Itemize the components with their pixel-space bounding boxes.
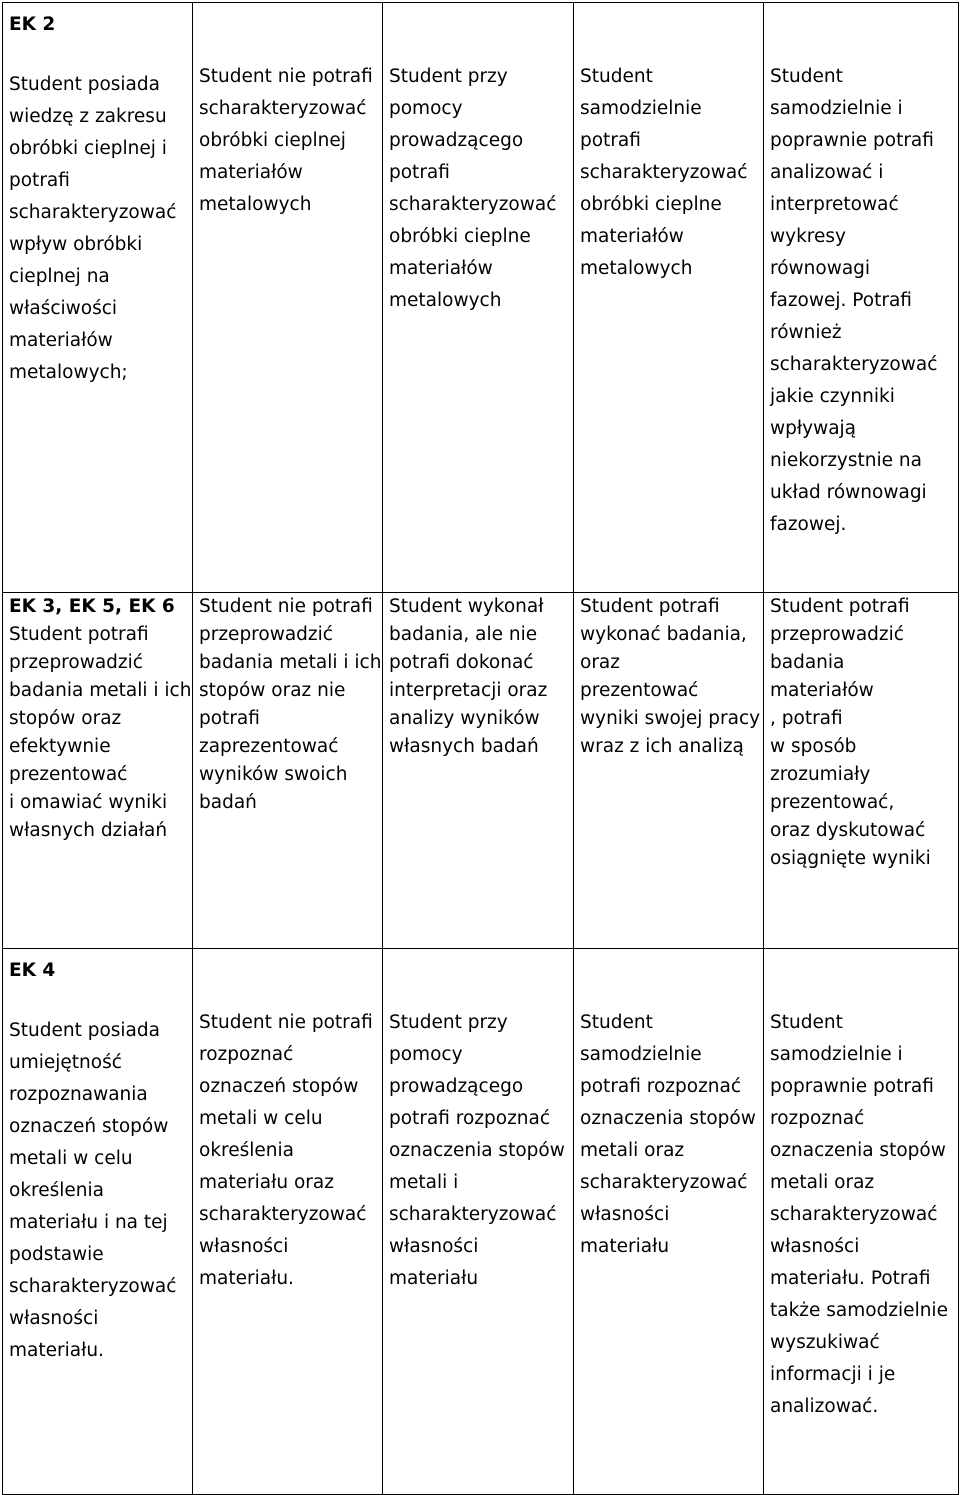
text-line: analizować i bbox=[770, 162, 884, 183]
cell-text bbox=[770, 61, 952, 541]
text-line: własnych działań bbox=[9, 820, 168, 841]
text-line: efektywnie bbox=[9, 736, 111, 757]
text-line: przeprowadzić bbox=[199, 624, 333, 645]
text-line: zaprezentować bbox=[199, 736, 339, 757]
grade-criteria-cell bbox=[383, 3, 574, 593]
text-line: prezentować bbox=[9, 764, 128, 785]
text-line: scharakteryzować bbox=[770, 354, 938, 375]
text-line: Student przy bbox=[389, 66, 508, 87]
text-line: obróbki cieplnej bbox=[199, 130, 346, 151]
text-line: scharakteryzować bbox=[9, 1276, 177, 1297]
text-line: określenia bbox=[9, 1180, 104, 1201]
cell-text bbox=[199, 1007, 376, 1295]
text-line: jakie czynniki bbox=[770, 386, 895, 407]
text-line: pomocy bbox=[389, 1044, 463, 1065]
text-line: scharakteryzować bbox=[389, 1204, 557, 1225]
text-line: potrafi bbox=[580, 130, 641, 151]
text-line: umiejętność bbox=[9, 1052, 122, 1073]
text-line: , potrafi bbox=[770, 708, 843, 729]
text-line: scharakteryzować bbox=[580, 1172, 748, 1193]
cell-text bbox=[389, 61, 567, 317]
text-line: określenia bbox=[199, 1140, 294, 1161]
text-line: potrafi bbox=[199, 708, 260, 729]
text-line: Student potrafi bbox=[9, 624, 149, 645]
text-line: oznaczenia stopów bbox=[389, 1140, 565, 1161]
text-line: samodzielnie i bbox=[770, 98, 903, 119]
text-line: materiału. bbox=[9, 1340, 104, 1361]
criteria-description-cell bbox=[3, 593, 193, 949]
text-line: badania metali i ich bbox=[9, 680, 192, 701]
text-line: scharakteryzować bbox=[580, 162, 748, 183]
criteria-row-ek3-ek5-ek6 bbox=[3, 593, 959, 949]
text-line: materiału. Potrafi bbox=[770, 1268, 931, 1289]
text-line: Student nie potrafi bbox=[199, 66, 373, 87]
text-line: samodzielnie i bbox=[770, 1044, 903, 1065]
text-line: materiału. bbox=[199, 1268, 294, 1289]
text-line: oznaczenia stopów bbox=[770, 1140, 946, 1161]
text-line: oznaczeń stopów bbox=[9, 1116, 169, 1137]
grade-criteria-cell bbox=[193, 949, 383, 1495]
text-line: fazowej. Potrafi bbox=[770, 290, 912, 311]
cell-text bbox=[580, 61, 757, 285]
text-line: scharakteryzować bbox=[770, 1204, 938, 1225]
cell-text bbox=[9, 621, 192, 845]
text-line: przeprowadzić bbox=[770, 624, 904, 645]
grade-criteria-cell bbox=[574, 593, 764, 949]
text-line: metali w celu bbox=[199, 1108, 323, 1129]
text-line: potrafi rozpoznać bbox=[580, 1076, 742, 1097]
text-line: badania bbox=[770, 652, 845, 673]
text-line: scharakteryzować bbox=[9, 202, 177, 223]
text-line: wykonać badania, bbox=[580, 624, 747, 645]
text-line: obróbki cieplne bbox=[580, 194, 722, 215]
text-line: Student posiada bbox=[9, 1020, 160, 1041]
text-line: fazowej. bbox=[770, 514, 847, 535]
criteria-row-ek2 bbox=[3, 3, 959, 593]
text-line: materiału i na tej bbox=[9, 1212, 168, 1233]
text-line: Student bbox=[580, 1012, 653, 1033]
text-line: właściwości bbox=[9, 298, 118, 319]
text-line: wykresy bbox=[770, 226, 846, 247]
text-line: metali oraz bbox=[770, 1172, 875, 1193]
text-line: materiału oraz bbox=[199, 1172, 334, 1193]
learning-outcome-code: EK 4 bbox=[9, 960, 56, 981]
cell-text bbox=[199, 61, 376, 221]
text-line: metalowych bbox=[199, 194, 312, 215]
text-line: materiałów bbox=[9, 330, 113, 351]
cell-text bbox=[389, 593, 567, 761]
cell-text bbox=[9, 1015, 186, 1367]
text-line: Student potrafi bbox=[580, 596, 720, 617]
cell-text bbox=[770, 1007, 952, 1423]
text-line: informacji i je bbox=[770, 1364, 896, 1385]
text-line: rozpoznawania bbox=[9, 1084, 148, 1105]
text-line: niekorzystnie na bbox=[770, 450, 922, 471]
grade-criteria-cell bbox=[574, 949, 764, 1495]
text-line: potrafi bbox=[389, 162, 450, 183]
text-line: scharakteryzować bbox=[389, 194, 557, 215]
cell-text bbox=[389, 1007, 567, 1295]
learning-outcome-code: EK 2 bbox=[9, 14, 56, 35]
text-line: Student posiada bbox=[9, 74, 160, 95]
text-line: prowadzącego bbox=[389, 130, 524, 151]
text-line: osiągnięte wyniki bbox=[770, 848, 931, 869]
text-line: układ równowagi bbox=[770, 482, 927, 503]
text-line: wyniki swojej pracy bbox=[580, 708, 761, 729]
text-line: poprawnie potrafi bbox=[770, 1076, 934, 1097]
text-line: także samodzielnie bbox=[770, 1300, 948, 1321]
text-line: oznaczenia stopów bbox=[580, 1108, 756, 1129]
text-line: Student potrafi bbox=[770, 596, 910, 617]
text-line: prezentować, bbox=[770, 792, 895, 813]
text-line: potrafi rozpoznać bbox=[389, 1108, 551, 1129]
text-line: własności bbox=[199, 1236, 289, 1257]
text-line: stopów oraz bbox=[9, 708, 122, 729]
text-line: Student nie potrafi bbox=[199, 596, 373, 617]
grade-criteria-cell bbox=[193, 593, 383, 949]
text-line: interpretować bbox=[770, 194, 899, 215]
text-line: oraz dyskutować bbox=[770, 820, 926, 841]
text-line: badania metali i ich bbox=[199, 652, 382, 673]
text-line: metali i bbox=[389, 1172, 459, 1193]
text-line: Student bbox=[770, 1012, 843, 1033]
criteria-description-cell bbox=[3, 3, 193, 593]
text-line: obróbki cieplnej i bbox=[9, 138, 167, 159]
text-line: poprawnie potrafi bbox=[770, 130, 934, 151]
text-line: samodzielnie bbox=[580, 98, 702, 119]
text-line: metalowych bbox=[580, 258, 693, 279]
grade-criteria-cell bbox=[383, 949, 574, 1495]
text-line: własności bbox=[389, 1236, 479, 1257]
text-line: wpływają bbox=[770, 418, 857, 439]
grade-criteria-cell bbox=[764, 949, 959, 1495]
text-line: Student bbox=[580, 66, 653, 87]
assessment-criteria-table bbox=[2, 2, 959, 1495]
text-line: badania, ale nie bbox=[389, 624, 538, 645]
text-line: własności bbox=[770, 1236, 860, 1257]
text-line: własności bbox=[580, 1204, 670, 1225]
text-line: prowadzącego bbox=[389, 1076, 524, 1097]
text-line: interpretacji oraz bbox=[389, 680, 548, 701]
text-line: wyszukiwać bbox=[770, 1332, 880, 1353]
text-line: Student nie potrafi bbox=[199, 1012, 373, 1033]
text-line: materiałów bbox=[389, 258, 493, 279]
text-line: i omawiać wyniki bbox=[9, 792, 168, 813]
text-line: oraz bbox=[580, 652, 620, 673]
criteria-description-cell bbox=[3, 949, 193, 1495]
text-line: wpływ obróbki bbox=[9, 234, 143, 255]
grade-criteria-cell bbox=[764, 3, 959, 593]
text-line: analizy wyników bbox=[389, 708, 540, 729]
text-line: analizować. bbox=[770, 1396, 879, 1417]
text-line: materiałów bbox=[770, 680, 874, 701]
text-line: Student wykonał bbox=[389, 596, 544, 617]
text-line: materiałów bbox=[580, 226, 684, 247]
text-line: zrozumiały bbox=[770, 764, 871, 785]
text-line: własnych badań bbox=[389, 736, 539, 757]
text-line: metali w celu bbox=[9, 1148, 133, 1169]
text-line: obróbki cieplne bbox=[389, 226, 531, 247]
grade-criteria-cell bbox=[193, 3, 383, 593]
grade-criteria-cell bbox=[574, 3, 764, 593]
cell-text bbox=[770, 593, 952, 873]
text-line: metalowych bbox=[389, 290, 502, 311]
text-line: rozpoznać bbox=[770, 1108, 865, 1129]
text-line: badań bbox=[199, 792, 257, 813]
text-line: rozpoznać bbox=[199, 1044, 294, 1065]
text-line: wraz z ich analizą bbox=[580, 736, 744, 757]
text-line: w sposób bbox=[770, 736, 857, 757]
text-line: metali oraz bbox=[580, 1140, 685, 1161]
text-line: materiałów bbox=[199, 162, 303, 183]
text-line: własności bbox=[9, 1308, 99, 1329]
cell-text bbox=[9, 69, 186, 389]
text-line: pomocy bbox=[389, 98, 463, 119]
text-line: równowagi bbox=[770, 258, 871, 279]
text-line: Student przy bbox=[389, 1012, 508, 1033]
learning-outcome-code: EK 3, EK 5, EK 6 bbox=[9, 596, 175, 617]
grade-criteria-cell bbox=[764, 593, 959, 949]
criteria-row-ek4 bbox=[3, 949, 959, 1495]
text-line: cieplnej na bbox=[9, 266, 110, 287]
text-line: również bbox=[770, 322, 842, 343]
cell-text bbox=[580, 1007, 757, 1263]
text-line: prezentować bbox=[580, 680, 699, 701]
text-line: samodzielnie bbox=[580, 1044, 702, 1065]
text-line: potrafi dokonać bbox=[389, 652, 534, 673]
text-line: Student bbox=[770, 66, 843, 87]
text-line: scharakteryzować bbox=[199, 98, 367, 119]
text-line: materiału bbox=[580, 1236, 670, 1257]
cell-text bbox=[580, 593, 761, 761]
text-line: oznaczeń stopów bbox=[199, 1076, 359, 1097]
text-line: materiału bbox=[389, 1268, 479, 1289]
text-line: potrafi bbox=[9, 170, 70, 191]
text-line: stopów oraz nie bbox=[199, 680, 346, 701]
text-line: przeprowadzić bbox=[9, 652, 143, 673]
text-line: podstawie bbox=[9, 1244, 104, 1265]
text-line: metalowych; bbox=[9, 362, 128, 383]
text-line: wiedzę z zakresu bbox=[9, 106, 167, 127]
cell-text bbox=[199, 593, 382, 817]
grade-criteria-cell bbox=[383, 593, 574, 949]
text-line: scharakteryzować bbox=[199, 1204, 367, 1225]
text-line: wyników swoich bbox=[199, 764, 348, 785]
